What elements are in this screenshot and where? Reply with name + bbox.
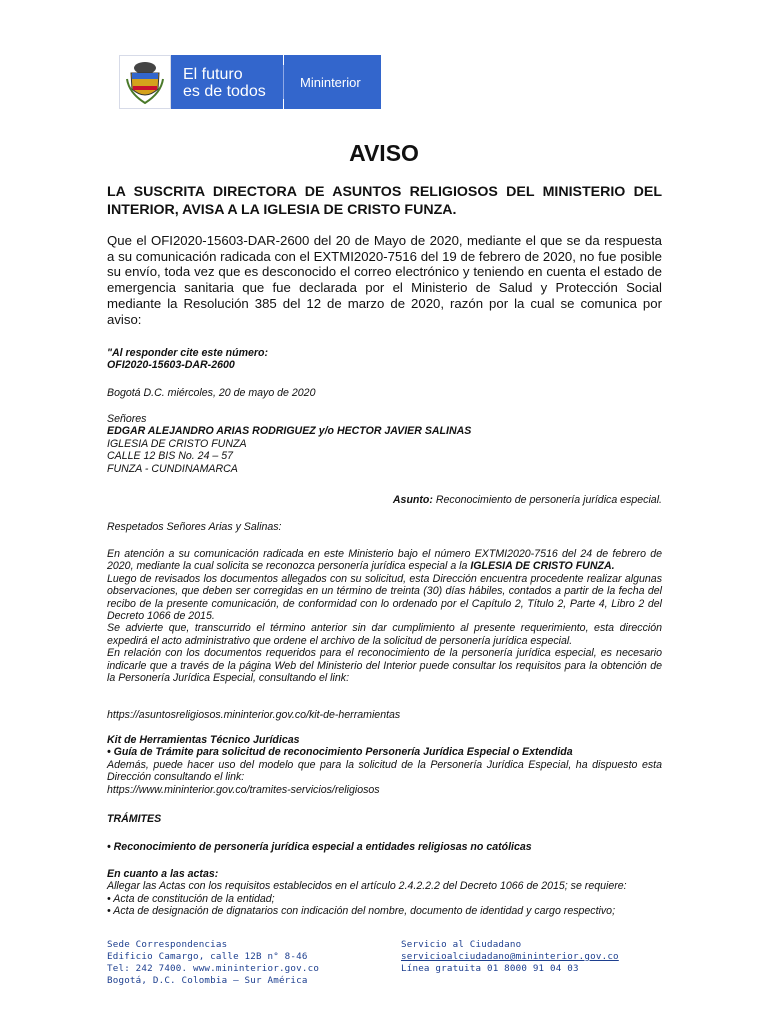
footer-phone: Línea gratuita 01 8000 91 04 03 (401, 963, 579, 974)
tramites-title: TRÁMITES (107, 813, 162, 825)
recipient-block (107, 413, 662, 475)
page-title: AVISO (349, 140, 419, 166)
actas-text: Allegar las Actas con los requisitos establecidos en el artículo 2.4.2.2.2 del Decreto 1066 de 2015; se requiere: (107, 880, 627, 893)
actas-bullet-2: • Acta de designación de dignatarios con indicación del nombre, documento de identidad y cargo respectivo; (107, 905, 616, 918)
church-name-bold: IGLESIA DE CRISTO FUNZA. (470, 560, 615, 573)
paragraph-1b: Luego de revisados los documentos allegados con su solicitud, esta Dirección encuentra procedente realizar algunas observaciones, que deben ser corregidas en un término de treinta (30) días hábiles, contados a partir de la fecha del recibo de la presente comunicación, de conformidad con lo ordenado por el Capítulo 2, Título 2, Parte 4, Libro 2 del Decreto 1066 de 2015. (107, 572, 662, 623)
link-kit[interactable]: https://asuntosreligiosos.mininterior.gov.co/kit-de-herramientas (107, 709, 401, 721)
cite-block (107, 347, 662, 372)
footer-left-line: Edificio Camargo, calle 12B n° 8-46 (107, 951, 308, 962)
logo-line-2: es de todos (183, 83, 266, 100)
actas-bullet-1: • Acta de constitución de la entidad; (107, 892, 275, 905)
paragraph-1 (107, 548, 662, 573)
paragraph-1-text: En atención a su comunicación radicada en este Ministerio bajo el número EXTMI2020-7516 del 24 de febrero de 2020, mediante la cual solicita se reconozca personería jurídica especial a la (107, 548, 662, 573)
subject-text: Reconocimiento de personería jurídica especial. (432, 494, 662, 506)
church-name: IGLESIA DE CRISTO FUNZA (107, 437, 247, 450)
actas-title: En cuanto a las actas: (107, 868, 219, 880)
letter-greeting: Respetados Señores Arias y Salinas: (107, 521, 282, 533)
logo-slogan (171, 55, 283, 109)
notice-heading: LA SUSCRITA DIRECTORA DE ASUNTOS RELIGIOSOS DEL MINISTERIO DEL INTERIOR, AVISA A LA IGLESIA DE CRISTO FUNZA. (107, 184, 662, 218)
tramites-bullet: • Reconocimiento de personería jurídica especial a entidades religiosas no católicas (107, 841, 532, 853)
kit-block (107, 734, 662, 796)
footer-email-link[interactable]: servicioalciudadano@mininterior.gov.co (401, 951, 619, 962)
footer-right (401, 939, 681, 975)
subject-line (107, 494, 662, 506)
actas-block (107, 868, 662, 918)
paragraph-3: En relación con los documentos requeridos para el reconocimiento de la personería jurídica especial, es necesario indicarle que a través de la página Web del Ministerio del Interior puede consultar los requisitos para la obtención de la Personería Jurídica Especial, consultando el link: (107, 647, 662, 685)
kit-title: Kit de Herramientas Técnico Jurídicas (107, 734, 300, 746)
cite-number: OFI2020-15603-DAR-2600 (107, 359, 235, 372)
recipient-address: CALLE 12 BIS No. 24 – 57 (107, 450, 234, 463)
logo-ministry: Mininterior (284, 55, 381, 109)
letter-body (107, 548, 662, 684)
salutation-to: Señores (107, 413, 147, 425)
paragraph-2: Se advierte que, transcurrido el término anterior sin dar cumplimiento al presente requerimiento, esta dirección expedirá el acto administrativo que ordene el archivo de la solicitud de personería jurídica especial. (107, 622, 662, 647)
coat-of-arms-icon (119, 55, 171, 109)
footer-email[interactable] (401, 951, 681, 963)
link-religiosos[interactable]: https://www.mininterior.gov.co/tramites-servicios/religiosos (107, 783, 380, 796)
footer-left-line: Sede Correspondencias (107, 939, 228, 950)
recipients: EDGAR ALEJANDRO ARIAS RODRIGUEZ y/o HECTOR JAVIER SALINAS (107, 425, 472, 438)
footer-service-title: Servicio al Ciudadano (401, 939, 522, 950)
kit-bullet: • Guía de Trámite para solicitud de reconocimiento Personería Jurídica Especial o Extendida (107, 746, 573, 759)
footer-left (107, 939, 387, 987)
recipient-city: FUNZA - CUNDINAMARCA (107, 462, 238, 475)
ministry-logo (119, 55, 381, 109)
footer-left-line: Bogotá, D.C. Colombia – Sur América (107, 975, 308, 986)
logo-line-1: El futuro (183, 66, 243, 83)
kit-text: Además, puede hacer uso del modelo que para la solicitud de la Personería Jurídica Especial, ha dispuesto esta Dirección consultando el link: (107, 758, 662, 784)
subject-label: Asunto: (392, 494, 433, 506)
intro-paragraph: Que el OFI2020-15603-DAR-2600 del 20 de Mayo de 2020, mediante el que se da respuesta a su comunicación radicada con el EXTMI2020-7516 del 19 de febrero de 2020, no fue posible su envío, toda vez que es desconocido el correo electrónico y teniendo en cuenta el estado de emergencia sanitaria que fue declarada por el Ministerio de Salud y Protección Social mediante la Resolución 385 del 12 de marzo de 2020, razón por la cual se comunica por aviso: (107, 233, 662, 327)
footer-left-line: Tel: 242 7400. www.mininterior.gov.co (107, 963, 320, 974)
cite-label: "Al responder cite este número: (107, 347, 269, 359)
letter-date: Bogotá D.C. miércoles, 20 de mayo de 2020 (107, 387, 316, 399)
